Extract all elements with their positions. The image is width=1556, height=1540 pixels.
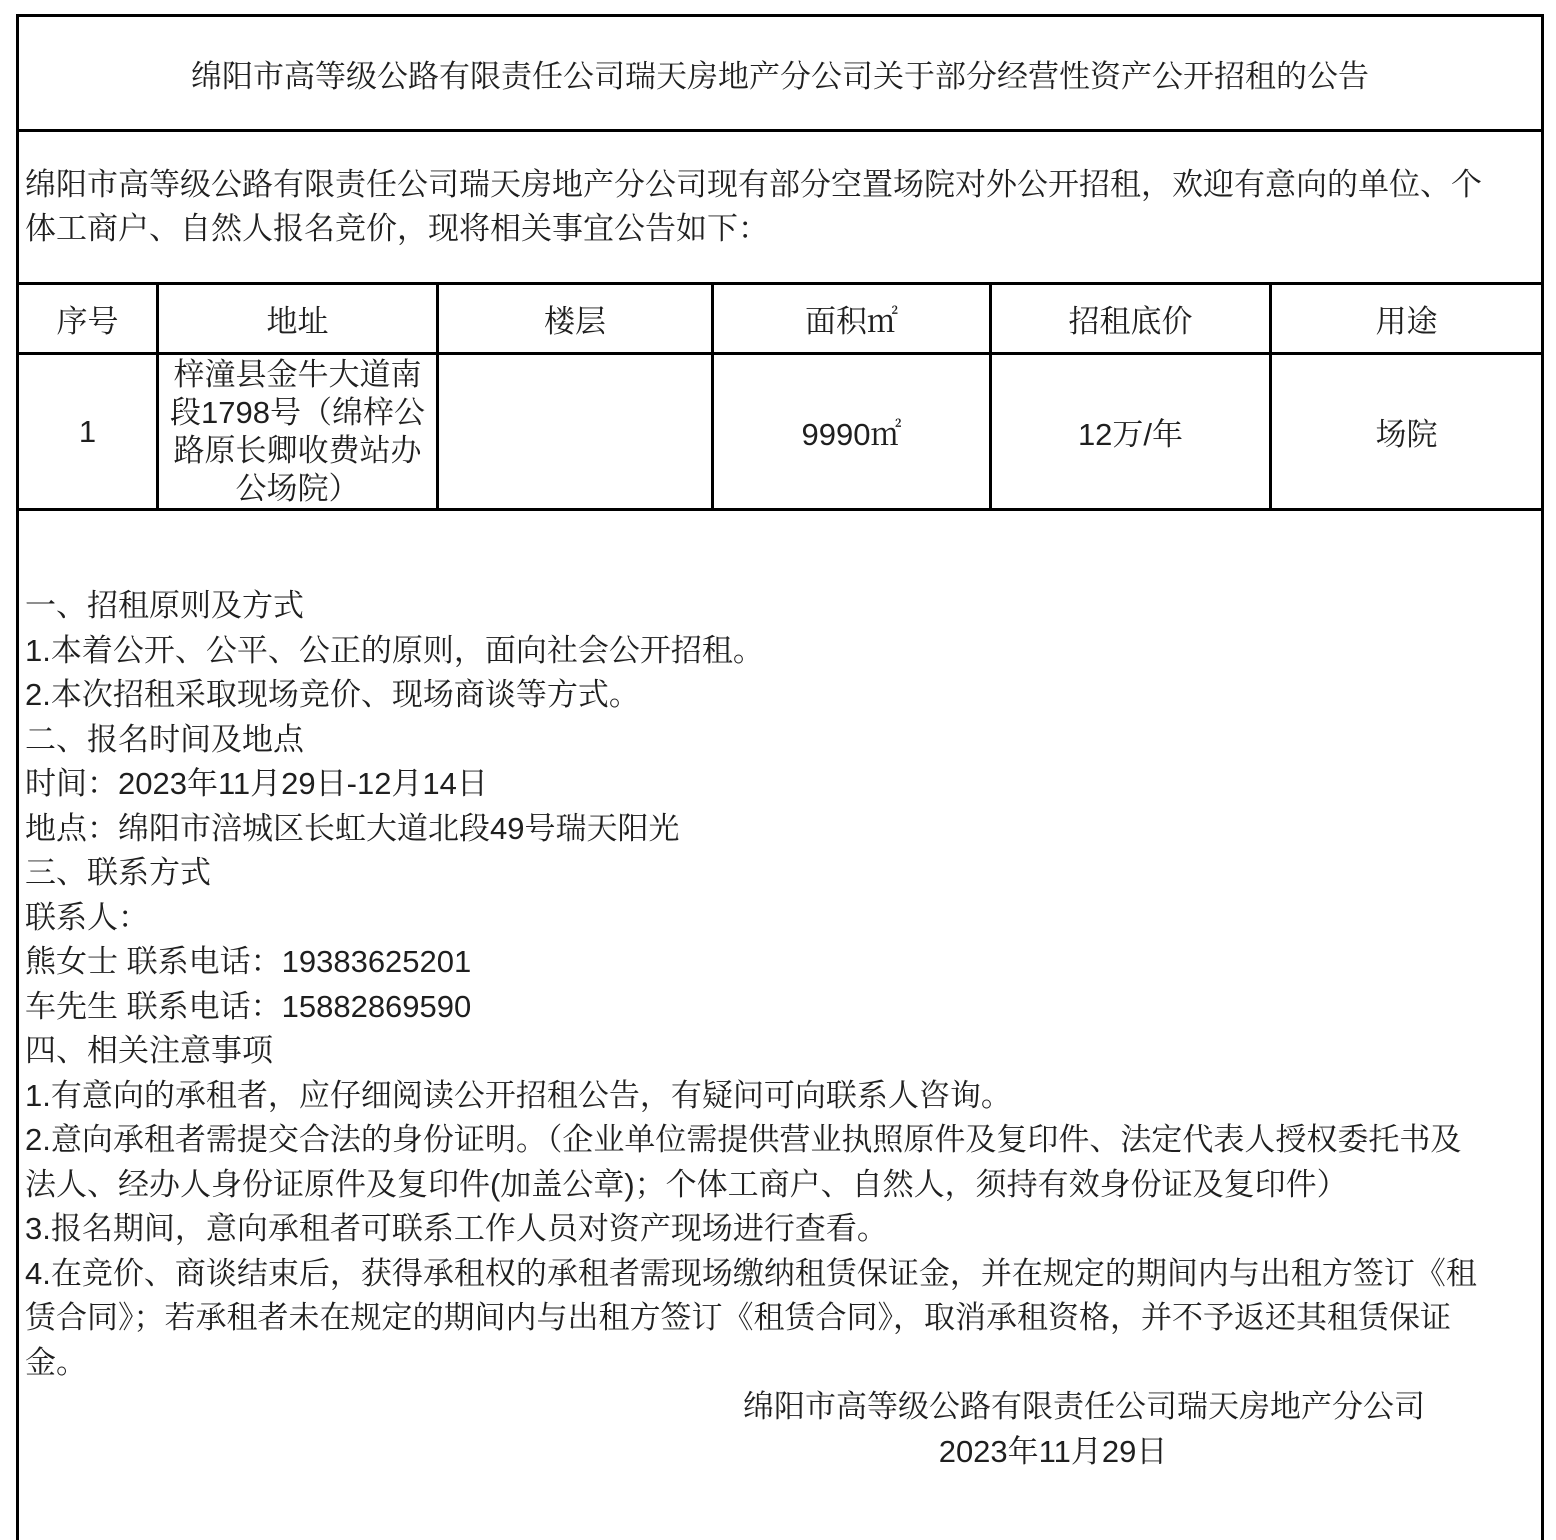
cell-seq: 1 (18, 354, 158, 510)
body-line: 二、报名时间及地点 (25, 721, 304, 757)
notice-table (16, 14, 1544, 1540)
body-line: 法人、经办人身份证原件及复印件(加盖公章)；个体工商户、自然人，须持有效身份证及复印件） (25, 1166, 1348, 1202)
header-cell-floor: 楼层 (438, 284, 713, 354)
header-cell-seq: 序号 (18, 284, 158, 354)
cell-floor (438, 354, 713, 510)
body-line: 赁合同》；若承租者未在规定的期间内与出租方签订《租赁合同》，取消承租资格，并不予返还其租赁保证 (25, 1300, 1451, 1335)
body-line: 2.意向承租者需提交合法的身份证明。（企业单位需提供营业执照原件及复印件、法定代表人授权委托书及 (25, 1122, 1462, 1157)
body-line: 4.在竞价、商谈结束后，获得承租权的承租者需现场缴纳租赁保证金，并在规定的期间内与出租方签订《租 (25, 1255, 1477, 1291)
intro-line: 体工商户、自然人报名竞价，现将相关事宜公告如下： (25, 211, 769, 246)
cell-area: 9990㎡ (713, 354, 991, 510)
table-row (18, 354, 1543, 510)
address-line: 路原长卿收费站办 (173, 432, 422, 468)
body-line: 3.报名期间，意向承租者可联系工作人员对资产现场进行查看。 (25, 1211, 888, 1246)
signature-date: 2023年11月29日 (938, 1433, 1168, 1469)
title-row (18, 16, 1543, 131)
address-line: 梓潼县金牛大道南 (173, 356, 422, 392)
body-line: 联系人： (25, 899, 149, 935)
header-cell-area: 面积㎡ (713, 284, 991, 354)
body-line: 1.有意向的承租者，应仔细阅读公开招租公告，有疑问可向联系人咨询。 (25, 1077, 1012, 1113)
body-line: 四、相关注意事项 (25, 1033, 273, 1068)
signature: 绵阳市高等级公路有限责任公司瑞天房地产分公司 (743, 1389, 1426, 1424)
header-cell-usage: 用途 (1271, 284, 1543, 354)
address-line: 公场院） (235, 470, 360, 506)
cell-usage: 场院 (1271, 354, 1543, 510)
body-line: 2.本次招租采取现场竞价、现场商谈等方式。 (25, 677, 640, 712)
body-line: 熊女士 联系电话：19383625201 (25, 944, 472, 979)
cell-base-price: 12万/年 (991, 354, 1271, 510)
body-line: 时间：2023年11月29日-12月14日 (25, 766, 488, 801)
intro-line: 绵阳市高等级公路有限责任公司瑞天房地产分公司现有部分空置场院对外公开招租，欢迎有意向的单位、个 (25, 166, 1482, 202)
intro-row (18, 131, 1543, 284)
body-row (18, 510, 1543, 1540)
title-cell (18, 16, 1543, 131)
table-header-row (18, 284, 1543, 354)
notice-body (18, 510, 1543, 1540)
body-line: 三、联系方式 (25, 855, 211, 890)
body-line: 车先生 联系电话：15882869590 (25, 988, 472, 1024)
intro-paragraph (18, 131, 1543, 284)
cell-address (158, 354, 438, 510)
page-title: 绵阳市高等级公路有限责任公司瑞天房地产分公司关于部分经营性资产公开招租的公告 (191, 58, 1370, 94)
header-cell-base-price: 招租底价 (991, 284, 1271, 354)
body-line: 金。 (25, 1344, 87, 1380)
address-line: 段1798号（绵梓公 (170, 394, 425, 430)
header-cell-address: 地址 (158, 284, 438, 354)
body-line: 1.本着公开、公平、公正的原则，面向社会公开招租。 (25, 632, 764, 668)
body-line: 一、招租原则及方式 (25, 588, 304, 623)
body-line: 地点：绵阳市涪城区长虹大道北段49号瑞天阳光 (25, 810, 680, 846)
